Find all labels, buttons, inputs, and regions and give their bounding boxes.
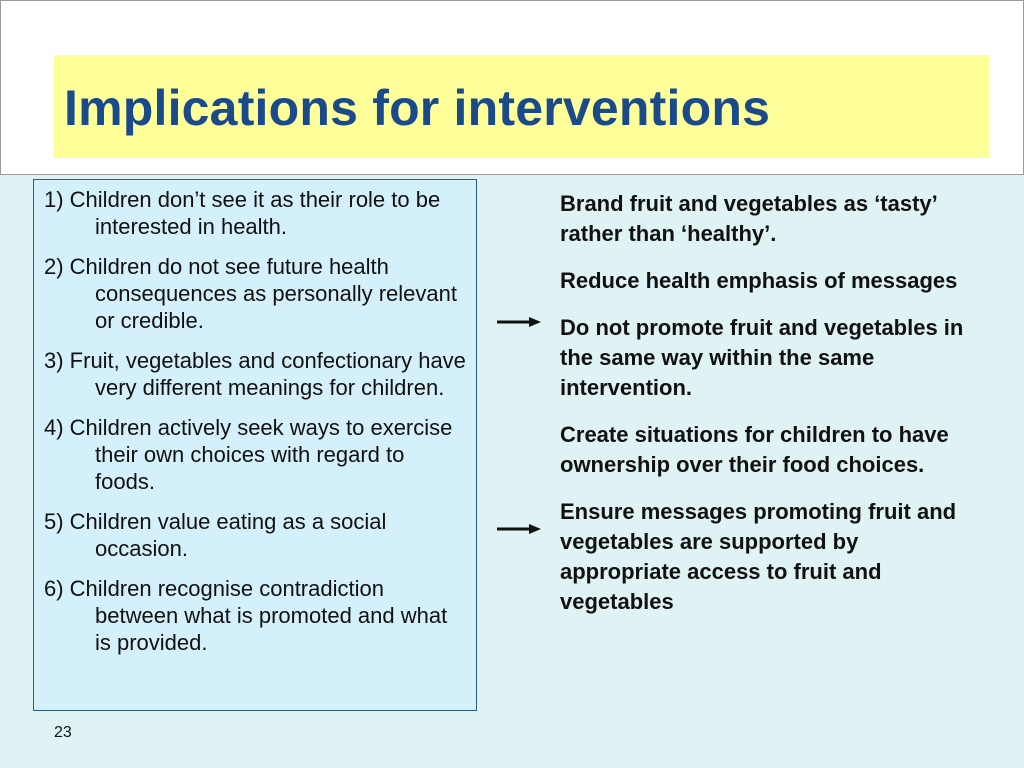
slide-number: 23 [54,724,72,741]
finding-item-6: 6) Children recognise contradiction between what is promoted and what is provided. [44,576,448,655]
finding-item-1: 1) Children don’t see it as their role to be interested in health. [44,187,441,239]
recommendations-panel [560,189,980,634]
right-arrow-icon [497,316,541,328]
recommendation-item-4: Create situations for children to have ownership over their food choices. [560,422,949,477]
finding-item-4: 4) Children actively seek ways to exercise their own choices with regard to foods. [44,415,453,494]
header-band [0,0,1024,175]
finding-item-2: 2) Children do not see future health consequences as personally relevant or credible. [44,254,458,333]
recommendation-item-2: Reduce health emphasis of messages [560,268,958,293]
recommendation-item-5: Ensure messages promoting fruit and vegetables are supported by appropriate access to fruit and vegetables [560,499,957,614]
finding-item-3: 3) Fruit, vegetables and confectionary have very different meanings for children. [44,348,466,400]
right-arrow-icon [497,523,541,535]
recommendation-item-1: Brand fruit and vegetables as ‘tasty’ rather than ‘healthy’. [560,191,937,246]
recommendation-item-3: Do not promote fruit and vegetables in the same way within the same intervention. [560,315,964,400]
title-box [54,55,989,158]
slide-title: Implications for interventions [64,80,771,136]
finding-item-5: 5) Children value eating as a social occasion. [44,509,387,561]
findings-panel [33,179,477,711]
findings-list [44,186,468,656]
